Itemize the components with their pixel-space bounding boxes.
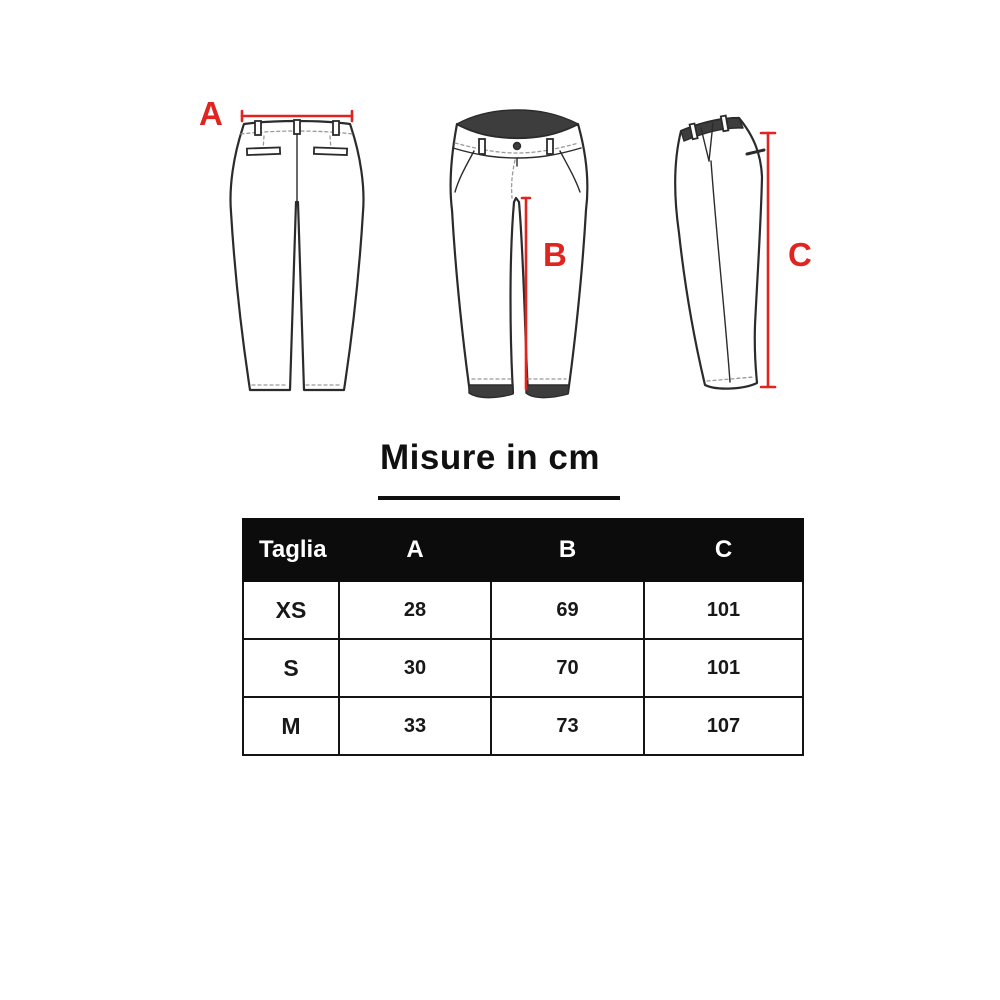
back-pocket	[314, 147, 347, 155]
measure-line-c	[761, 133, 775, 387]
page-title: Misure in cm	[380, 438, 600, 477]
hem	[526, 385, 569, 398]
hem	[469, 385, 513, 398]
belt-loop	[294, 120, 300, 134]
belt-loop	[255, 121, 261, 135]
measure-label-a: A	[199, 95, 223, 132]
measure-label-b: B	[543, 236, 567, 273]
pants-back-view-drawing	[215, 100, 365, 400]
title-underline	[378, 496, 620, 500]
measurement-value-b: 70	[491, 639, 644, 697]
column-header-taglia: Taglia	[243, 519, 339, 581]
measurement-value-b: 69	[491, 581, 644, 639]
measurement-value-c: 101	[644, 639, 803, 697]
measurement-value-c: 101	[644, 581, 803, 639]
size-row-s	[243, 639, 803, 697]
belt-loop	[333, 121, 339, 135]
measurement-value-a: 28	[339, 581, 491, 639]
column-header-a: A	[339, 519, 491, 581]
back-pocket	[247, 147, 280, 155]
pants-front-view-drawing	[445, 108, 590, 403]
size-label: M	[243, 697, 339, 755]
measurement-value-b: 73	[491, 697, 644, 755]
belt-loop	[547, 139, 553, 154]
measurement-value-c: 107	[644, 697, 803, 755]
measurement-value-a: 33	[339, 697, 491, 755]
size-table-header-row	[243, 519, 803, 581]
measure-label-c: C	[788, 236, 812, 273]
belt-loop	[479, 139, 485, 154]
column-header-c: C	[644, 519, 803, 581]
size-row-xs	[243, 581, 803, 639]
size-label: XS	[243, 581, 339, 639]
measurement-value-a: 30	[339, 639, 491, 697]
size-row-m	[243, 697, 803, 755]
size-label: S	[243, 639, 339, 697]
column-header-b: B	[491, 519, 644, 581]
pants-side-view-drawing	[655, 103, 785, 398]
button	[514, 143, 521, 150]
size-table	[242, 518, 804, 756]
